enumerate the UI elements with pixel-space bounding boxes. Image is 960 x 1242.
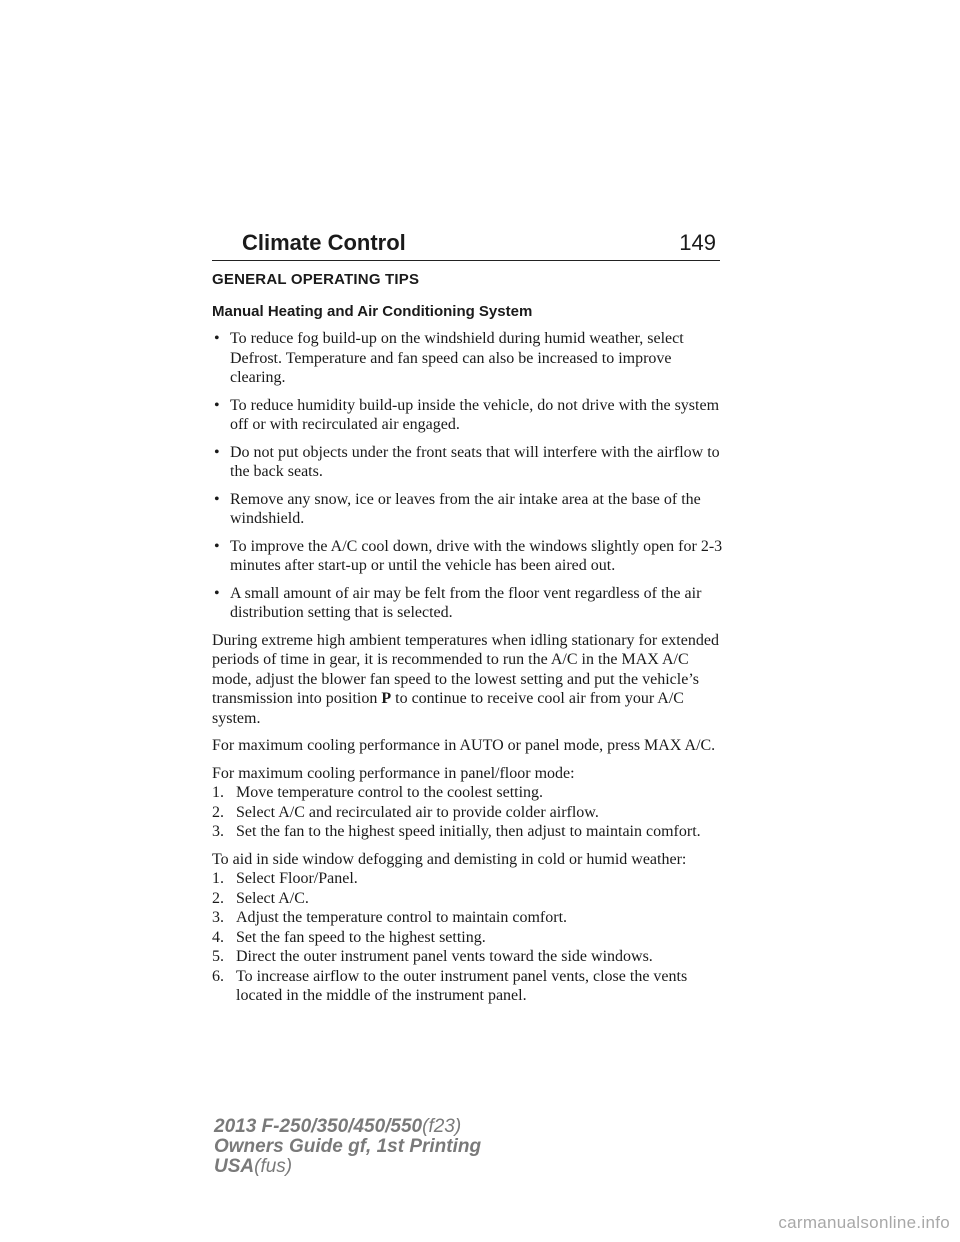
section-title: Climate Control: [242, 230, 406, 255]
bullet-icon: •: [214, 584, 220, 602]
steps-intro: For maximum cooling performance in panel/floor mode:: [212, 764, 575, 782]
step-text: Select A/C and recirculated air to provide colder airflow.: [236, 803, 599, 821]
list-item-text: To reduce humidity build-up inside the vehicle, do not drive with the system off or with recirculated air engaged.: [230, 396, 720, 433]
section-heading: GENERAL OPERATING TIPS: [212, 271, 420, 288]
step-text: Set the fan to the highest speed initially, then adjust to maintain comfort.: [236, 823, 701, 840]
list-item-text: Do not put objects under the front seats that will interfere with the airflow to the back seats.: [230, 443, 720, 480]
site-watermark: carmanualsonline.info: [778, 1213, 950, 1232]
list-item-text: Remove any snow, ice or leaves from the air intake area at the base of the windshield.: [230, 490, 701, 527]
subheading: Manual Heating and Air Conditioning System: [212, 302, 533, 320]
list-item: [212, 443, 724, 482]
list-item: [212, 584, 724, 623]
list-item: [212, 783, 724, 803]
list-item-text: To reduce fog build-up on the windshield during humid weather, select Defrost. Temperature and fan speed can also be increased to improve clearing.: [230, 330, 684, 386]
list-item-text: To improve the A/C cool down, drive with the windows slightly open for 2-3 minutes after start-up or until the vehicle has been aired out.: [230, 537, 723, 574]
steps-intro: To aid in side window defogging and demisting in cold or humid weather:: [212, 850, 687, 868]
step-number: 1.: [212, 870, 224, 887]
list-item-text: A small amount of air may be felt from the floor vent regardless of the air distribution setting that is selected.: [230, 584, 702, 621]
list-item: [212, 947, 724, 967]
defog-steps: [212, 850, 724, 1006]
tips-list: [212, 329, 724, 623]
footer-line-market: USA(fus): [214, 1156, 293, 1177]
list-item: [212, 396, 724, 435]
step-text: Adjust the temperature control to maintain comfort.: [236, 909, 568, 926]
step-number: 5.: [212, 948, 224, 965]
list-item: [212, 967, 724, 1006]
step-text: Direct the outer instrument panel vents toward the side windows.: [236, 948, 653, 965]
park-position-letter: P: [381, 690, 392, 707]
step-text: To increase airflow to the outer instrument panel vents, close the vents located in the middle of the instrument panel.: [236, 967, 688, 1004]
page-header: [212, 228, 720, 261]
step-number: 1.: [212, 784, 224, 801]
step-text: Move temperature control to the coolest setting.: [236, 784, 544, 801]
step-number: 2.: [212, 803, 224, 821]
list-item: [212, 889, 724, 909]
step-number: 2.: [212, 889, 224, 907]
step-text: Set the fan speed to the highest setting.: [236, 928, 486, 946]
list-item: [212, 537, 724, 576]
page-number: 149: [679, 230, 716, 255]
list-item: [212, 329, 724, 388]
footer-line-printing: Owners Guide gf, 1st Printing: [214, 1136, 482, 1157]
cooling-steps: [212, 764, 724, 842]
list-item: [212, 822, 724, 842]
list-item: [212, 803, 724, 823]
list-item: [212, 928, 724, 948]
step-text: Select Floor/Panel.: [236, 870, 358, 887]
bullet-icon: •: [214, 330, 220, 347]
bullet-icon: •: [214, 490, 220, 508]
step-number: 3.: [212, 909, 224, 926]
bullet-icon: •: [214, 537, 220, 555]
print-footer: [214, 1117, 481, 1177]
step-number: 6.: [212, 967, 224, 985]
footer-line-model: 2013 F-250/350/450/550(f23): [214, 1116, 462, 1137]
paragraph-auto-mode: For maximum cooling performance in AUTO or panel mode, press MAX A/C.: [212, 737, 716, 754]
step-text: Select A/C.: [236, 889, 309, 907]
step-number: 4.: [212, 928, 224, 946]
step-number: 3.: [212, 823, 224, 840]
page-content: [212, 270, 724, 1014]
list-item: [212, 908, 724, 928]
list-item: [212, 490, 724, 529]
bullet-icon: •: [214, 443, 220, 461]
list-item: [212, 869, 724, 889]
bullet-icon: •: [214, 396, 220, 414]
paragraph-extreme-temperatures: During extreme high ambient temperatures when idling stationary for extended periods of time in gear, it is recommended to run the A/C in the MAX A/C mode, adjust the blower fan speed to the lowest setting and put the vehicle’s transmission into position P to continue to receive cool air from your A/C system.: [212, 631, 719, 727]
